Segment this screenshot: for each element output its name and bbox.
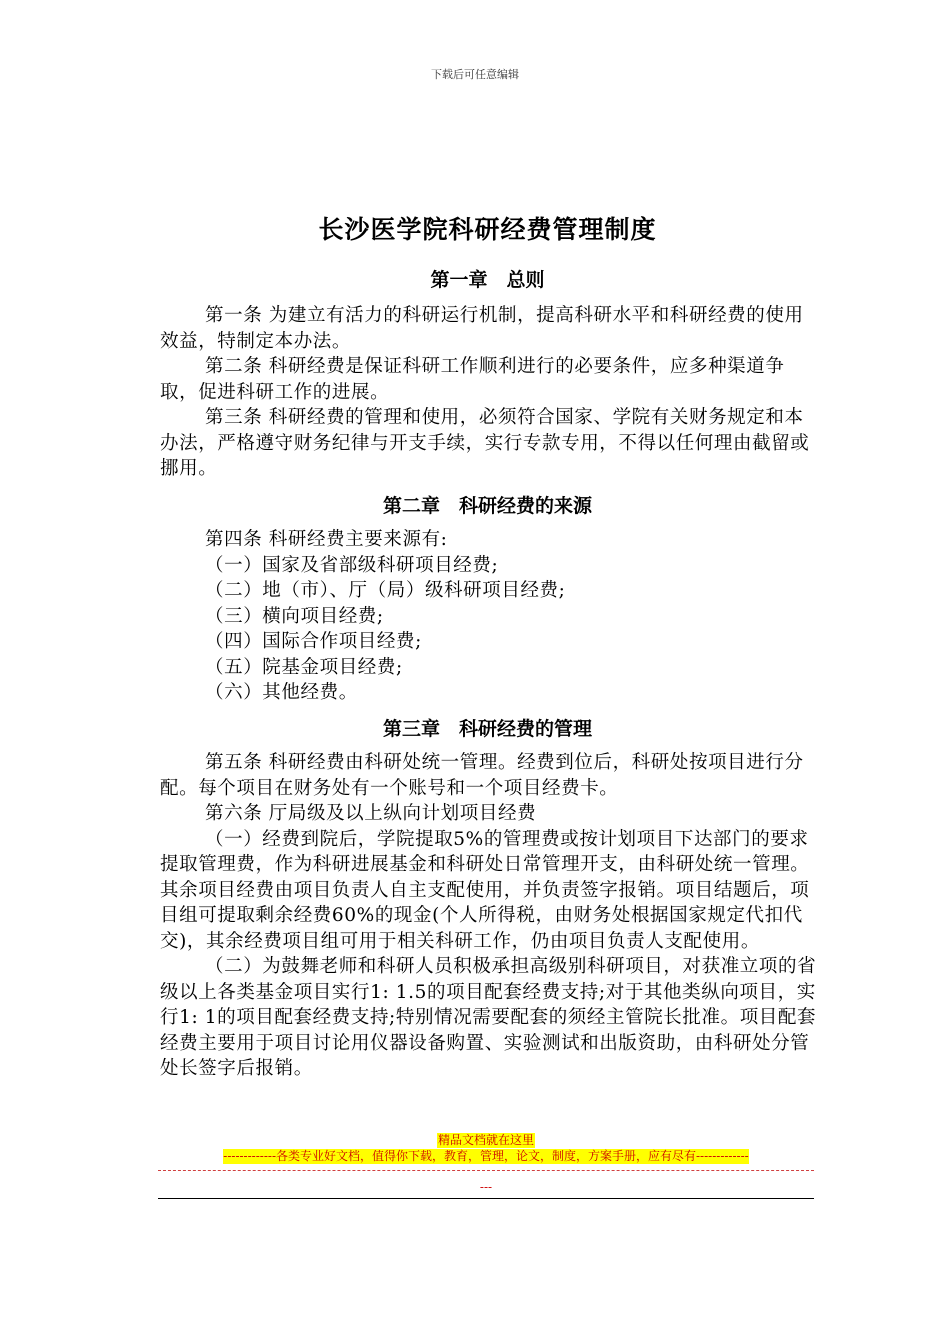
footer-promo-text: -------------各类专业好文档，值得你下载，教育，管理，论文，制度，方案手册，应有尽有------------- xyxy=(223,1149,749,1163)
chapter-3-heading: 第三章 科研经费的管理 xyxy=(382,718,592,740)
article-6-clause-2: （二）为鼓舞老师和科研人员积极承担高级别科研项目，对获准立项的省级以上各类基金项目实行1: 1.5的项目配套经费支持;对于其他类纵向项目，实行1: 1的项目配套经费支持;特别情况需要配套的须经主管院长批准。项目配套经费主要用于项目讨论用仪器设备购置、实验测试和出版资助，由科研处分管处长签字后报销。 xyxy=(160,956,817,1079)
article-2: 第二条 科研经费是保证科研工作顺利进行的必要条件，应多种渠道争取，促进科研工作的进展。 xyxy=(160,356,785,403)
source-item: （二）地（市）、厅（局）级科研项目经费; xyxy=(205,580,566,601)
footer-rule xyxy=(158,1198,814,1199)
article-5: 第五条 科研经费由科研处统一管理。经费到位后，科研处按项目进行分配。每个项目在财务处有一个账号和一个项目经费卡。 xyxy=(160,752,804,799)
chapter-1-heading: 第一章 总则 xyxy=(430,269,545,291)
chapter-1-body xyxy=(160,303,820,482)
source-item: （三）横向项目经费; xyxy=(205,605,384,627)
chapter-2-body xyxy=(160,527,820,706)
source-item: （一）国家及省部级科研项目经费; xyxy=(205,554,499,576)
source-item: （六）其他经费。 xyxy=(205,682,358,703)
footer-dashed-divider xyxy=(158,1170,814,1171)
footer-dash-tail: --- xyxy=(479,1180,493,1194)
chapter-2-heading: 第二章 科研经费的来源 xyxy=(382,495,592,517)
header-note: 下载后可任意编辑 xyxy=(431,68,519,81)
document-title: 长沙医学院科研经费管理制度 xyxy=(318,215,657,244)
footer-promo-title: 精品文档就在这里 xyxy=(437,1133,534,1147)
source-item: （五）院基金项目经费; xyxy=(205,656,403,678)
chapter-3-body xyxy=(160,750,820,1082)
article-3: 第三条 科研经费的管理和使用，必须符合国家、学院有关财务规定和本办法，严格遵守财务纪律与开支手续，实行专款专用，不得以任何理由截留或挪用。 xyxy=(160,407,810,479)
article-1: 第一条 为建立有活力的科研运行机制，提高科研水平和科研经费的使用效益，特制定本办法。 xyxy=(160,305,804,352)
article-6-clause-1: （一）经费到院后，学院提取5%的管理费或按计划项目下达部门的要求提取管理费，作为科研进展基金和科研处日常管理开支，由科研处统一管理。其余项目经费由项目负责人自主支配使用，并负责签字报销。项目结题后，项目组可提取剩余经费60%的现金(个人所得税，由财务处根据国家规定代扣代交)，其余经费项目组可用于相关科研工作，仍由项目负责人支配使用。 xyxy=(160,828,810,952)
source-item: （四）国际合作项目经费; xyxy=(205,631,422,652)
footer-promo xyxy=(158,1133,814,1164)
article-4: 第四条 科研经费主要来源有: xyxy=(205,529,448,550)
article-6: 第六条 厅局级及以上纵向计划项目经费 xyxy=(205,803,537,824)
